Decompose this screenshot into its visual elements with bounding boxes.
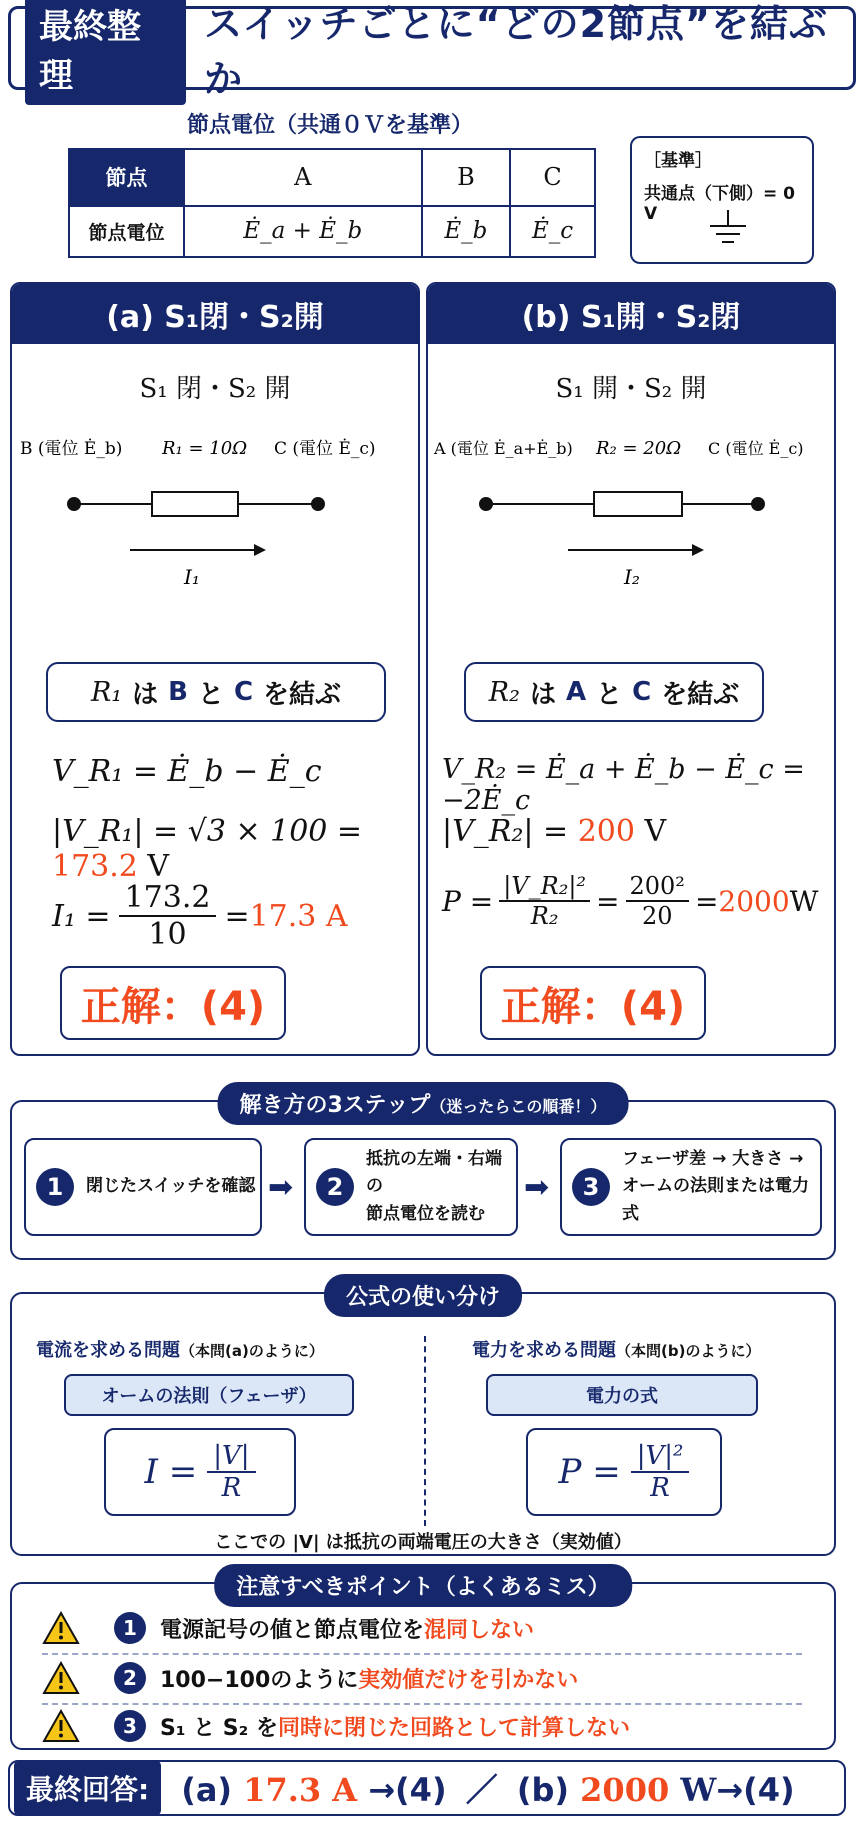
point-item: 2 100−100のように実効値だけを引かない (42, 1656, 802, 1700)
circuit-b-diagram (428, 434, 836, 594)
node-dot (311, 497, 325, 511)
resistor-symbol (594, 492, 682, 516)
point-highlight: 混同しない (424, 1617, 535, 1643)
equation-vr1-magnitude: |V_R₁| = √3 × 100 = 173.2 V (52, 814, 363, 884)
final-answer-bar (8, 1760, 846, 1816)
circuit-a-diagram (12, 434, 420, 594)
power-formula: P = $\frac{\text{|V|²}}{R}$ (526, 1428, 722, 1516)
current-label: I₁ (184, 565, 200, 589)
vr1-value: 173.2 (52, 849, 138, 884)
node-table-caption: 節点電位（共通０Ｖを基準） (186, 113, 473, 138)
panel-case-b (426, 282, 836, 1056)
vr2-value: 200 (577, 814, 635, 849)
i1-value: 17.3 A (249, 898, 348, 934)
ohm-formula: I = $\frac{|V|}{R}$ (104, 1428, 296, 1516)
usage-tag: 公式の使い分け (324, 1274, 522, 1317)
step-text: 抵抗の左端・右端の 節点電位を読む (366, 1149, 502, 1224)
node-b: B (168, 677, 188, 707)
node-dot (751, 497, 765, 511)
node-potential: Ė_a + Ė_b (184, 206, 422, 257)
ground-icon (706, 210, 750, 250)
equation-power: P = $\frac{\text{|V\_R₂|²}}{\text{R₂}}$ = $\frac{\text{200²}}{20}$ = 2000 W (442, 872, 819, 930)
current-problem-head: 電流を求める問題（本問(a)のように） (36, 1340, 324, 1361)
point-number: 3 (114, 1710, 146, 1742)
panel-a-header: (a) S₁閉・S₂開 (12, 284, 418, 344)
point-number: 1 (114, 1612, 146, 1644)
step-text: 閉じたスイッチを確認 (86, 1176, 256, 1197)
steps-tag: 解き方の3ステップ（迷ったらこの順番！） (218, 1082, 629, 1125)
power-value: 2000 (718, 884, 790, 918)
point-highlight: 実効値だけを引かない (358, 1667, 579, 1693)
equation-vr1: V_R₁ = Ė_b − Ė_c (52, 754, 322, 789)
particle: は (529, 679, 556, 710)
point-highlight: 同時に閉じた回路として計算しない (277, 1715, 630, 1741)
final-tag: 最終回答: (14, 1760, 161, 1816)
node-potential-table (68, 148, 596, 258)
arrow-right-icon: ➡ (268, 1170, 294, 1205)
connect-suffix: を結ぶ (263, 679, 342, 710)
arrow-right-icon: ➡ (524, 1170, 550, 1205)
resistor-name: R₁ (90, 676, 123, 708)
steps-section (10, 1093, 836, 1260)
title-banner (8, 2, 856, 101)
points-section (10, 1575, 836, 1750)
final-b-value: 2000 (580, 1771, 670, 1809)
reference-text: 共通点（下側）= 0 V (644, 184, 795, 224)
point-number: 2 (114, 1662, 146, 1694)
resistor-label: R₁ = 10Ω (162, 438, 248, 459)
node-potential: Ė_b (422, 206, 510, 257)
equation-i1: I₁ = $\frac{173.2}{10}$ = 17.3 A (52, 880, 348, 952)
left-node-label: A (電位 Ė_a+Ė_b) (434, 439, 573, 458)
final-a-value: 17.3 A (243, 1771, 358, 1809)
equation-vr2-magnitude: |V_R₂| = 200 V (442, 814, 667, 849)
current-label: I₂ (624, 565, 640, 589)
point-item: 3 S₁ と S₂ を同時に閉じた回路として計算しない (42, 1704, 802, 1748)
resistor-name: R₂ (488, 676, 520, 708)
right-node-label: C (電位 Ė_c) (274, 439, 376, 459)
node-name: B (422, 149, 510, 206)
power-formula-label: 電力の式 (486, 1374, 758, 1416)
usage-note: ここでの |V| は抵抗の両端電圧の大きさ（実効値） (214, 1532, 632, 1553)
power-problem-head: 電力を求める問題（本問(b)のように） (472, 1340, 761, 1361)
node-name: A (184, 149, 422, 206)
step-2 (304, 1138, 518, 1236)
panel-case-a (10, 282, 420, 1056)
right-node-label: C (電位 Ė_c) (708, 439, 804, 458)
column-divider (424, 1336, 426, 1526)
connect-suffix: を結ぶ (661, 679, 740, 710)
equation-vr2: V_R₂ = Ė_a + Ė_b − Ė_c = −2Ė_c (442, 754, 805, 816)
step-text: フェーザ差 → 大きさ → オームの法則または電力式 (622, 1149, 809, 1224)
connects-pill-a (46, 662, 386, 722)
particle: は (132, 679, 159, 710)
ohm-law-label: オームの法則（フェーザ） (64, 1374, 354, 1416)
node-potential: Ė_c (510, 206, 595, 257)
page-title: スイッチごとに“どの2節点”を結ぶか (204, 2, 828, 101)
points-tag: 注意すべきポイント（よくあるミス） (214, 1564, 632, 1607)
resistor-symbol (152, 492, 238, 516)
warning-icon (42, 1661, 80, 1695)
connects-pill-b (464, 662, 764, 722)
node-a: A (565, 677, 587, 707)
node-header-label: 節点 (69, 149, 184, 206)
usage-section (10, 1285, 836, 1556)
particle: と (197, 679, 224, 710)
node-name: C (510, 149, 595, 206)
node-c: C (632, 677, 652, 707)
step-number: 1 (36, 1168, 74, 1206)
step-number: 2 (316, 1168, 354, 1206)
left-node-label: B (電位 Ė_b) (20, 439, 123, 459)
divider (42, 1653, 802, 1655)
panel-b-header: (b) S₁開・S₂閉 (428, 284, 834, 344)
answer-a: 正解：(4) (60, 966, 286, 1040)
panel-b-subtitle: S₁ 開・S₂ 開 (555, 374, 707, 404)
panel-a-subtitle: S₁ 閉・S₂ 開 (139, 374, 291, 404)
answer-b: 正解：(4) (480, 966, 706, 1040)
warning-icon (42, 1709, 80, 1743)
title-tag: 最終整理 (25, 0, 186, 105)
step-3 (560, 1138, 822, 1236)
reference-box (630, 136, 814, 264)
warning-icon (42, 1611, 80, 1645)
step-1 (24, 1138, 262, 1236)
point-item: 1 電源記号の値と節点電位を混同しない (42, 1606, 802, 1650)
final-answer-text: (a) 17.3 A →(4) ／ (b) 2000 W→(4) (181, 1771, 795, 1809)
particle: と (596, 679, 623, 710)
resistor-label: R₂ = 20Ω (596, 438, 682, 459)
node-c: C (233, 677, 254, 707)
step-number: 3 (572, 1168, 610, 1206)
potential-row-label: 節点電位 (69, 206, 184, 257)
reference-label: ［基準］ (644, 151, 712, 171)
